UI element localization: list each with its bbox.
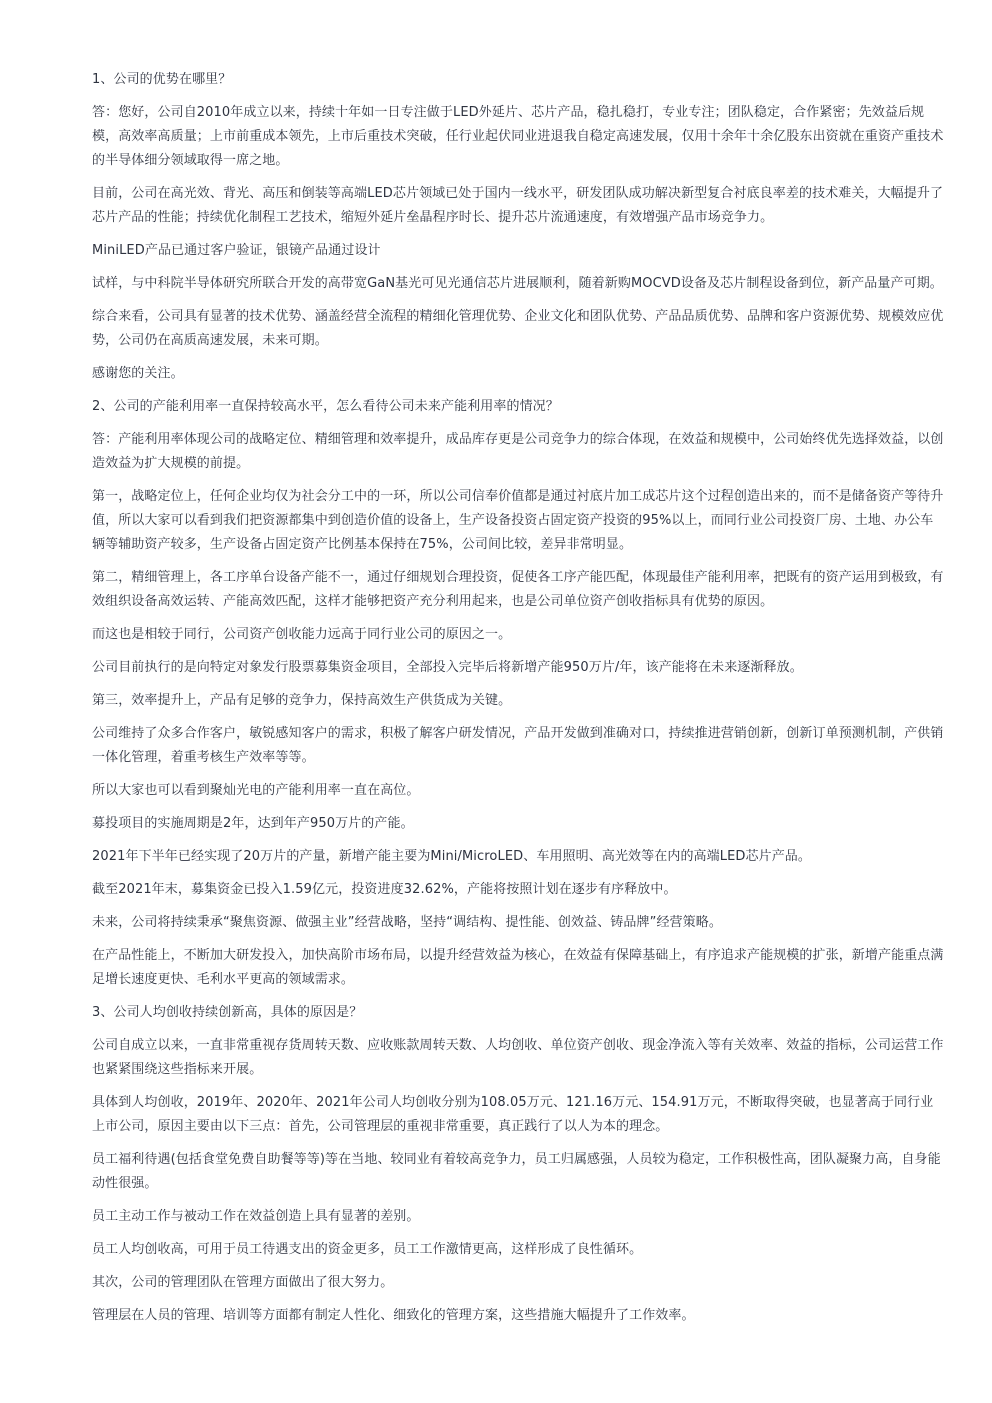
paragraph: 具体到人均创收，2019年、2020年、2021年公司人均创收分别为108.05万元、121.16万元、154.91万元，不断取得突破，也显著高于同行业上市公司，原因主要由以下三点：首先，公司管理层的重视非常重要，真正践行了以人为本的理念。 — [92, 1095, 934, 1134]
paragraph: 募投项目的实施周期是2年，达到年产950万片的产能。 — [92, 816, 414, 831]
paragraph: 综合来看，公司具有显著的技术优势、涵盖经营全流程的精细化管理优势、企业文化和团队优势、产品品质优势、品牌和客户资源优势、规模效应优势，公司仍在高质高速发展，未来可期。 — [92, 309, 944, 348]
paragraph: 目前，公司在高光效、背光、高压和倒装等高端LED芯片领域已处于国内一线水平，研发团队成功解决新型复合衬底良率差的技术难关，大幅提升了芯片产品的性能；持续优化制程工艺技术，缩短外延片垒晶程序时长、提升芯片流通速度，有效增强产品市场竞争力。 — [92, 186, 944, 225]
paragraph: 2021年下半年已经实现了20万片的产量，新增产能主要为Mini/MicroLED、车用照明、高光效等在内的高端LED芯片产品。 — [92, 849, 812, 864]
paragraph: 公司维持了众多合作客户，敏锐感知客户的需求，积极了解客户研发情况，产品开发做到准确对口，持续推进营销创新，创新订单预测机制，产供销一体化管理，着重考核生产效率等等。 — [92, 726, 944, 765]
paragraph: 其次，公司的管理团队在管理方面做出了很大努力。 — [92, 1275, 394, 1290]
paragraph: 公司自成立以来，一直非常重视存货周转天数、应收账款周转天数、人均创收、单位资产创收、现金净流入等有关效率、效益的指标，公司运营工作也紧紧围绕这些指标来开展。 — [92, 1038, 944, 1077]
paragraph: 管理层在人员的管理、培训等方面都有制定人性化、细致化的管理方案，这些措施大幅提升了工作效率。 — [92, 1308, 695, 1323]
paragraph: 在产品性能上，不断加大研发投入，加快高阶市场布局，以提升经营效益为核心，在效益有保障基础上，有序追求产能规模的扩张，新增产能重点满足增长速度更快、毛利水平更高的领域需求。 — [92, 948, 944, 987]
paragraph: 员工福利待遇(包括食堂免费自助餐等等)等在当地、较同业有着较高竞争力，员工归属感强，人员较为稳定，工作积极性高，团队凝聚力高，自身能动性很强。 — [92, 1152, 941, 1191]
paragraph: 第二，精细管理上，各工序单台设备产能不一，通过仔细规划合理投资，促使各工序产能匹配，体现最佳产能利用率，把既有的资产运用到极致，有效组织设备高效运转、产能高效匹配，这样才能够把资产充分利用起来，也是公司单位资产创收指标具有优势的原因。 — [92, 570, 944, 609]
paragraph: 未来，公司将持续秉承“聚焦资源、做强主业”经营战略，坚持“调结构、提性能、创效益、铸品牌”经营策略。 — [92, 915, 722, 930]
question-heading-1: 1、公司的优势在哪里？ — [92, 72, 232, 87]
paragraph: 而这也是相较于同行，公司资产创收能力远高于同行业公司的原因之一。 — [92, 627, 512, 642]
paragraph: 员工人均创收高，可用于员工待遇支出的资金更多，员工工作激情更高，这样形成了良性循环。 — [92, 1242, 643, 1257]
paragraph: MiniLED产品已通过客户验证，银镜产品通过设计 — [92, 243, 381, 258]
paragraph: 答：您好，公司自2010年成立以来，持续十年如一日专注做于LED外延片、芯片产品，稳扎稳打，专业专注；团队稳定，合作紧密；先效益后规模，高效率高质量；上市前重成本领先，上市后重技术突破，任行业起伏同业进退我自稳定高速发展，仅用十余年十余亿股东出资就在重资产重技术的半导体细分领域取得一席之地。 — [92, 105, 944, 168]
paragraph: 答：产能利用率体现公司的战略定位、精细管理和效率提升，成品库存更是公司竞争力的综合体现，在效益和规模中，公司始终优先选择效益，以创造效益为扩大规模的前提。 — [92, 432, 944, 471]
paragraph: 截至2021年末，募集资金已投入1.59亿元，投资进度32.62%，产能将按照计划在逐步有序释放中。 — [92, 882, 677, 897]
paragraph: 员工主动工作与被动工作在效益创造上具有显著的差别。 — [92, 1209, 420, 1224]
paragraph: 试样，与中科院半导体研究所联合开发的高带宽GaN基光可见光通信芯片进展顺利，随着新购MOCVD设备及芯片制程设备到位，新产品量产可期。 — [92, 276, 943, 291]
paragraph: 感谢您的关注。 — [92, 366, 184, 381]
question-heading-3: 3、公司人均创收持续创新高，具体的原因是？ — [92, 1005, 363, 1020]
question-heading-2: 2、公司的产能利用率一直保持较高水平，怎么看待公司未来产能利用率的情况？ — [92, 399, 559, 414]
paragraph: 公司目前执行的是向特定对象发行股票募集资金项目，全部投入完毕后将新增产能950万片/年，该产能将在未来逐渐释放。 — [92, 660, 803, 675]
paragraph: 所以大家也可以看到聚灿光电的产能利用率一直在高位。 — [92, 783, 420, 798]
paragraph: 第三，效率提升上，产品有足够的竞争力，保持高效生产供货成为关键。 — [92, 693, 512, 708]
document-page — [92, 68, 944, 1337]
paragraph: 第一，战略定位上，任何企业均仅为社会分工中的一环，所以公司信奉价值都是通过衬底片加工成芯片这个过程创造出来的，而不是储备资产等待升值，所以大家可以看到我们把资源都集中到创造价值的设备上，生产设备投资占固定资产投资的95%以上，而同行业公司投资厂房、土地、办公车辆等辅助资产较多，生产设备占固定资产比例基本保持在75%，公司间比较，差异非常明显。 — [92, 489, 944, 552]
